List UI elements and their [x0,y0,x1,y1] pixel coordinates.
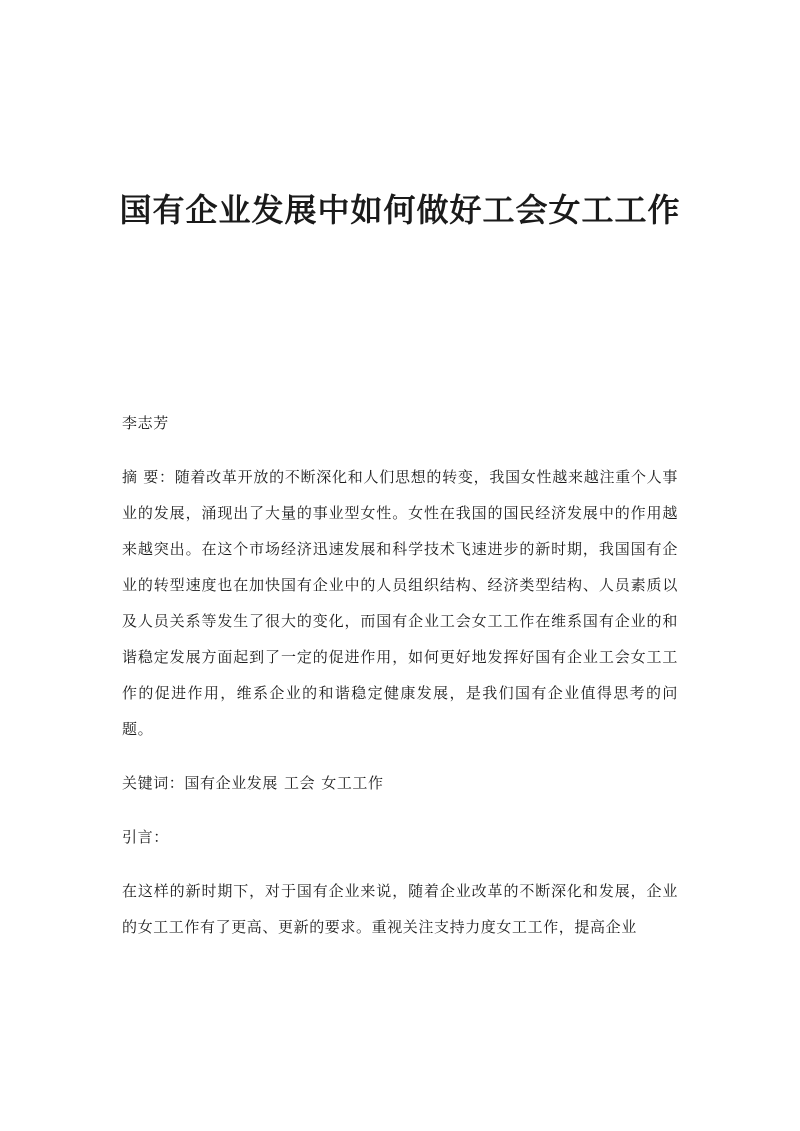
keyword-item: 国有企业发展 [184,774,279,792]
keywords-paragraph [122,765,678,801]
keywords-label: 关键词： [122,774,185,792]
abstract-label: 摘 要： [122,468,175,486]
intro-paragraph: 在这样的新时期下，对于国有企业来说，随着企业改革的不断深化和发展，企业的女工工作有了更高、更新的要求。重视关注支持力度女工工作，提高企业 [122,882,678,936]
keyword-item: 工会 [284,774,316,792]
document-title: 国有企业发展中如何做好工会女工工作 [119,191,681,229]
intro-heading: 引言： [122,828,169,846]
author-name: 李志芳 [122,414,169,432]
document-body [122,405,678,945]
abstract-text: 随着改革开放的不断深化和人们思想的转变，我国女性越来越注重个人事业的发展，涌现出了大量的事业型女性。女性在我国的国民经济发展中的作用越来越突出。在这个市场经济迅速发展和科学技术飞速进步的新时期，我国国有企业的转型速度也在加快国有企业中的人员组织结构、经济类型结构、人员素质以及人员关系等发生了很大的变化，而国有企业工会女工工作在维系国有企业的和谐稳定发展方面起到了一定的促进作用，如何更好地发挥好国有企业工会女工工作的促进作用，维系企业的和谐稳定健康发展，是我们国有企业值得思考的问题。 [122,468,679,738]
abstract-paragraph [122,459,678,747]
keyword-item: 女工工作 [321,774,384,792]
